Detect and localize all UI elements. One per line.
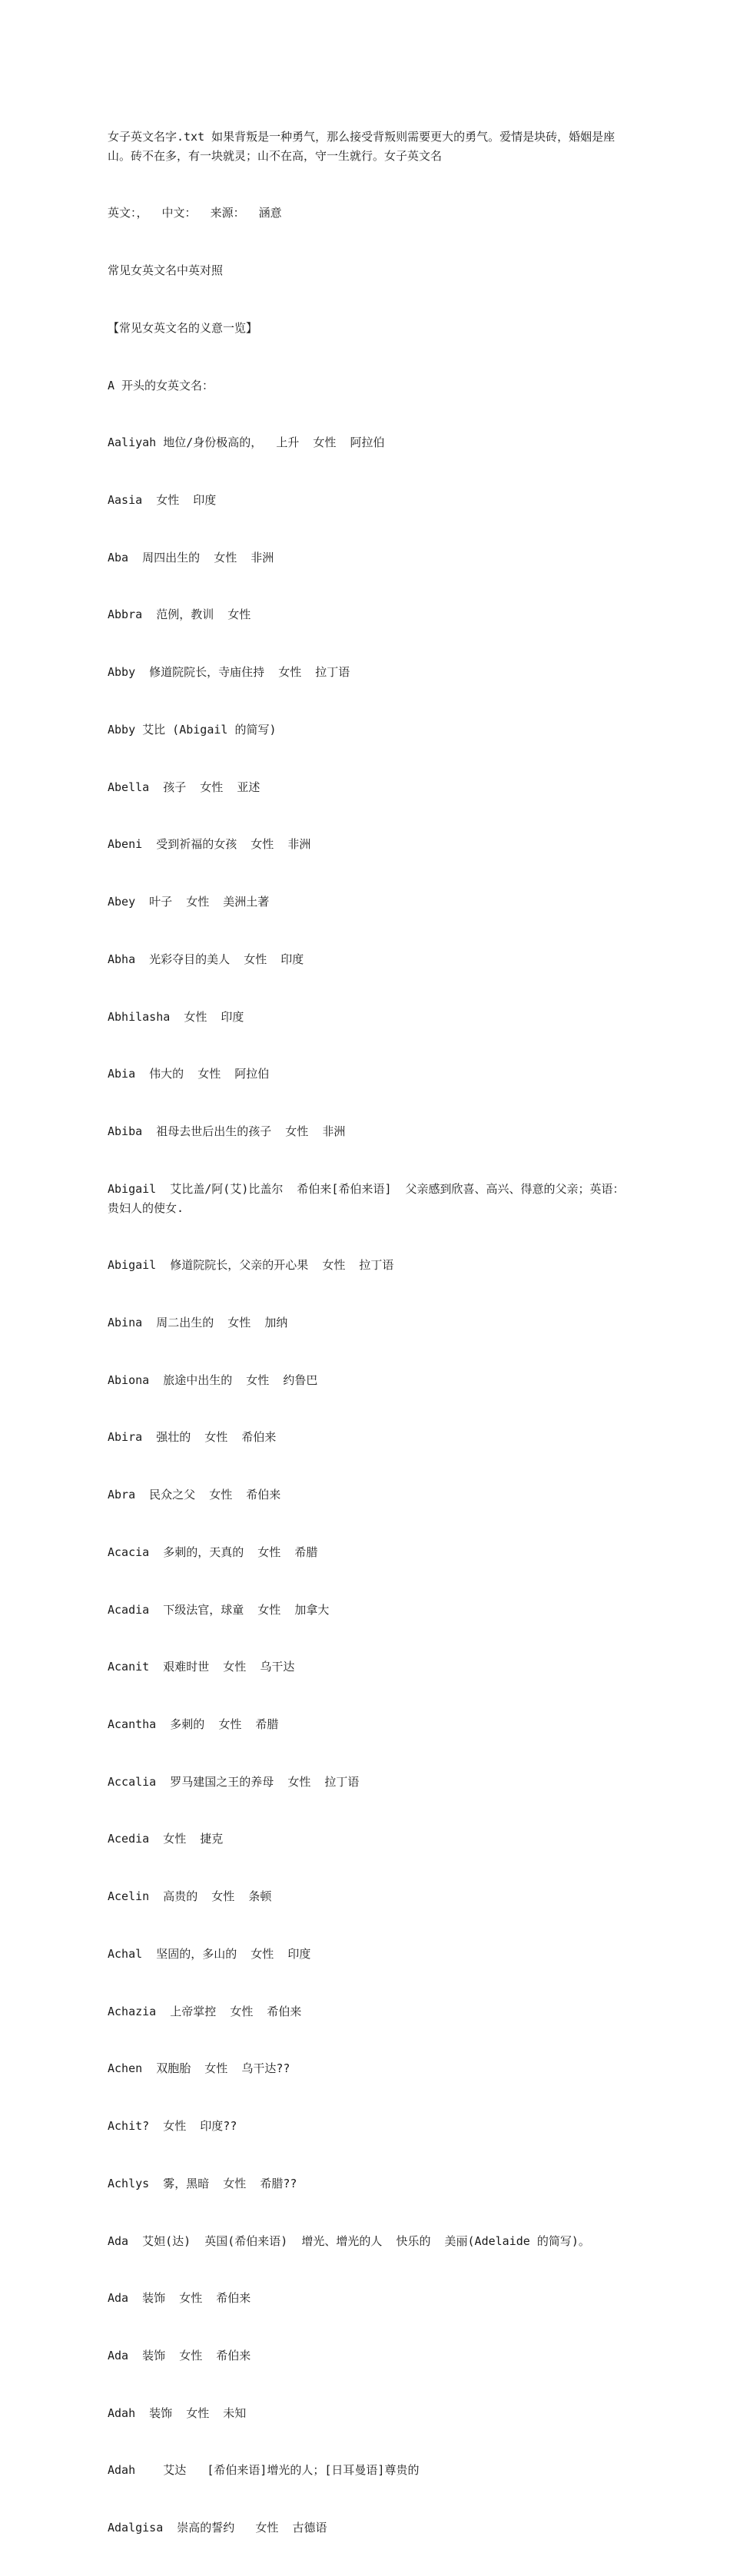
document-line: Abbra 范例，教训 女性 — [108, 608, 251, 622]
document-line: Aasia 女性 印度 — [108, 493, 217, 508]
document-line: Abby 修道院院长，寺庙住持 女性 拉丁语 — [108, 665, 350, 680]
document-body — [108, 89, 630, 2576]
document-line: Acantha 多刺的 女性 希腊 — [108, 1717, 279, 1732]
document-line: Achazia 上帝掌控 女性 希伯来 — [108, 2004, 302, 2018]
document-line: A 开头的女英文名： — [108, 378, 214, 392]
document-line: Abigail 艾比盖/阿(艾)比盖尔 希伯来[希伯来语] 父亲感到欣喜、高兴、得意的父亲；英语：贵妇人的使女. — [108, 1181, 625, 1215]
document-line: Abra 民众之父 女性 希伯来 — [108, 1488, 281, 1502]
document-line: Adalgisa 崇高的誓约 女性 古德语 — [108, 2521, 327, 2535]
document-line: Achlys 雾，黑暗 女性 希腊?? — [108, 2176, 297, 2190]
document-line: Abiba 祖母去世后出生的孩子 女性 非洲 — [108, 1124, 346, 1138]
document-line: Abigail 修道院院长，父亲的开心果 女性 拉丁语 — [108, 1258, 394, 1273]
document-line: Acadia 下级法官，球童 女性 加拿大 — [108, 1602, 330, 1617]
document-line: Abira 强壮的 女性 希伯来 — [108, 1430, 277, 1445]
document-line: Acacia 多刺的，天真的 女性 希腊 — [108, 1545, 318, 1559]
document-line: Abella 孩子 女性 亚述 — [108, 780, 260, 794]
document-line: Abby 艾比 (Abigail 的简写) — [108, 722, 277, 737]
document-line: Abhilasha 女性 印度 — [108, 1009, 244, 1024]
document-line: Abia 伟大的 女性 阿拉伯 — [108, 1067, 270, 1081]
document-line: Adah 艾达 [希伯来语]增光的人；[日耳曼语]尊贵的 — [108, 2463, 420, 2478]
document-line: Achal 坚固的，多山的 女性 印度 — [108, 1946, 311, 1961]
document-line: Abeni 受到祈福的女孩 女性 非洲 — [108, 837, 311, 852]
document-line: 【常见女英文名的义意一览】 — [108, 320, 258, 335]
document-line: Abiona 旅途中出生的 女性 约鲁巴 — [108, 1372, 318, 1387]
document-line: Ada 装饰 女性 希伯来 — [108, 2348, 251, 2362]
document-line: Abina 周二出生的 女性 加纳 — [108, 1316, 288, 1329]
document-line: Achit? 女性 印度?? — [108, 2119, 237, 2134]
document-line: Acelin 高贵的 女性 条顿 — [108, 1889, 272, 1904]
document-line: Adah 装饰 女性 未知 — [108, 2405, 247, 2420]
document-line: 英文：， 中文： 来源： 涵意 — [108, 206, 282, 220]
document-line: Abha 光彩夺目的美人 女性 印度 — [108, 952, 304, 966]
document-line: Aaliyah 地位/身份极高的， 上升 女性 阿拉伯 — [108, 435, 385, 450]
document-line: Acedia 女性 捷克 — [108, 1832, 224, 1846]
document-line: Aba 周四出生的 女性 非洲 — [108, 550, 274, 565]
document-line: 女子英文名字.txt 如果背叛是一种勇气，那么接受背叛则需要更大的勇气。爱情是块砖，婚姻是座山。砖不在多，有一块就灵；山不在高，守一生就行。女子英文名 — [108, 129, 616, 163]
document-line: 常见女英文名中英对照 — [108, 263, 224, 278]
document-line: Abey 叶子 女性 美洲土著 — [108, 895, 270, 909]
document-line: Ada 艾妲(达) 英国(希伯来语) 增光、增光的人 快乐的 美丽(Adelaide 的简写)。 — [108, 2233, 590, 2248]
document-line: Ada 装饰 女性 希伯来 — [108, 2291, 251, 2306]
document-line: Acanit 艰难时世 女性 乌干达 — [108, 1660, 295, 1674]
document-line: Accalia 罗马建国之王的养母 女性 拉丁语 — [108, 1774, 360, 1789]
document-line: Achen 双胞胎 女性 乌干达?? — [108, 2061, 290, 2076]
